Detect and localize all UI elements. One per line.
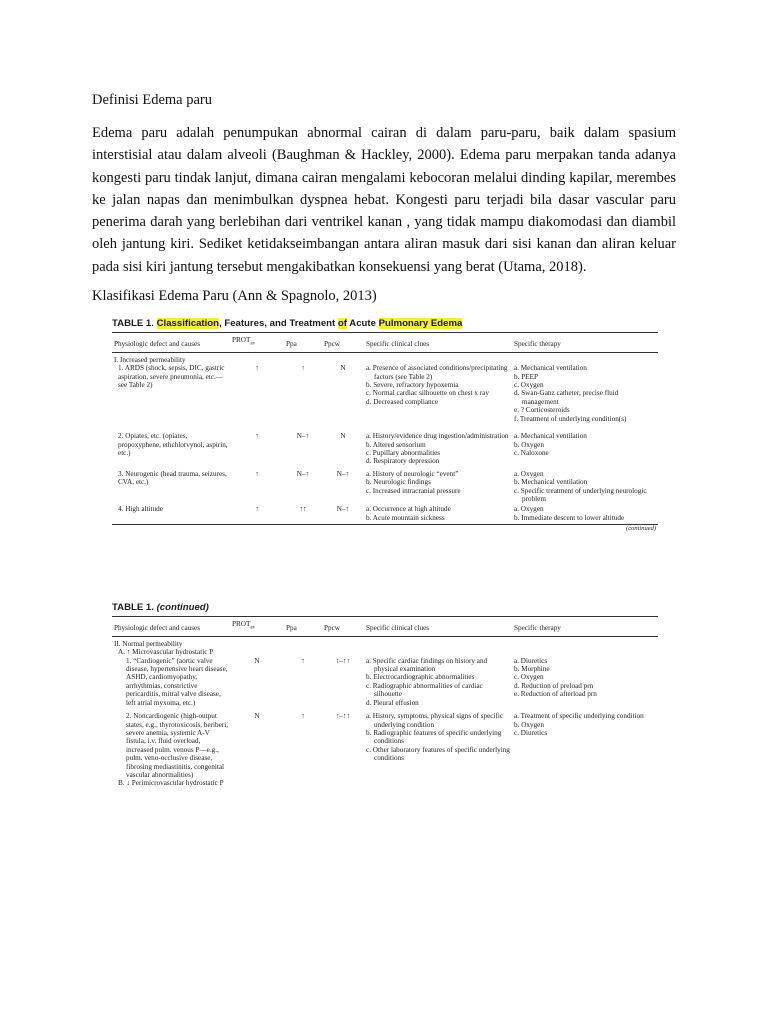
- col-header-therapy: Specific therapy: [514, 340, 561, 349]
- clues-cell: [364, 712, 512, 779]
- therapy-item: b. Oxygen: [514, 720, 544, 729]
- table-row: [112, 657, 658, 707]
- clue-item: b. Acute mountain sickness: [366, 513, 445, 522]
- therapy-item: c. Oxygen: [514, 381, 544, 390]
- therapy-item: c. Oxygen: [514, 673, 544, 682]
- therapy-item: a. Oxygen: [514, 505, 544, 514]
- table-row: [112, 505, 658, 522]
- clue-item: d. Pleural effusion: [366, 698, 419, 707]
- section-heading-definition: Definisi Edema paru: [92, 92, 212, 108]
- therapy-cell: [512, 470, 658, 504]
- therapy-item: b. Mechanical ventilation: [514, 478, 588, 487]
- col-header-prot: $PROT_{av}$: [232, 620, 256, 631]
- classification-table-image: [112, 318, 658, 533]
- prot-cell: ↑: [255, 364, 259, 373]
- clue-item: b. Electrocardiographic abnormalities: [366, 673, 475, 682]
- therapy-item: d. Swan-Ganz catheter, precise fluid management: [514, 389, 619, 406]
- clues-cell: [364, 505, 512, 522]
- therapy-item: d. Reduction of preload prn: [514, 681, 594, 690]
- ppcw-cell: N–↑: [336, 469, 350, 478]
- section-heading-classification: Klasifikasi Edema Paru (Ann & Spagnolo, 2013): [92, 288, 377, 304]
- clue-item: b. Radiographic features of specific underlying conditions: [366, 728, 502, 746]
- col-header-therapy: Specific therapy: [514, 624, 561, 633]
- therapy-item: b. Morphine: [514, 665, 550, 674]
- table-row: [112, 712, 658, 779]
- therapy-item: c. Naloxone: [514, 448, 549, 457]
- section-label: I. Increased permeability: [114, 355, 186, 364]
- clues-cell: [364, 470, 512, 504]
- col-header-prot: $PROT_{av}$: [232, 336, 256, 347]
- prot-cell: ↑: [255, 505, 259, 514]
- clue-item: c. Other laboratory features of specific underlying conditions: [366, 745, 510, 763]
- clue-item: a. History of neurologic “event”: [366, 469, 459, 478]
- body-paragraph: Edema paru adalah penumpukan abnormal cairan di dalam paru-paru, baik dalam spasium interstisial atau dalam alveoli (Baughman & Hackley, 2000). Edema paru merpakan tanda adanya kongesti paru tindak lanjut, dimana cairan mengalami kebocoran melalui dinding kapilar, merembes ke jalan napas dan menimbulkan dyspnea hebat. Kongesti paru terjadi bila dasar vascular paru penerima darah yang berlebihan dari ventrikel kanan , yang tidak mampu diakomodasi dan diambil oleh jantung kiri. Sediket ketidakseimbangan antara aliran masuk dari sisi kanan dan aliran keluar pada sisi kiri jantung tersebut mengakibatkan konsekuensi yang berat (Utama, 2018).: [92, 125, 676, 275]
- col-header-ppcw: Ppcw: [324, 624, 340, 633]
- cause-cell: 2. Opiates, etc. (opiates, propoxyphene, ethchlorvynol, aspirin, etc.): [118, 432, 228, 457]
- clues-cell: [364, 657, 512, 707]
- clue-item: a. Occurrence at high altitude: [366, 505, 451, 514]
- therapy-item: e. ? Corticosteroids: [514, 406, 570, 415]
- col-header-causes: Physiologic defect and causes: [114, 624, 201, 633]
- clue-item: b. Altered sensorium: [366, 440, 426, 449]
- ppa-cell: ↑: [301, 712, 305, 721]
- table-row: [112, 432, 658, 466]
- clue-item: c. Normal cardiac silhouette on chest x ray: [366, 389, 489, 398]
- table-row: [112, 364, 658, 423]
- therapy-item: a. Mechanical ventilation: [514, 364, 587, 373]
- col-header-ppa: Ppa: [286, 340, 297, 349]
- therapy-item: e. Reduction of afterload prn: [514, 690, 597, 699]
- prot-cell: N: [254, 712, 260, 721]
- col-header-ppa: Ppa: [286, 624, 297, 633]
- therapy-cell: [512, 364, 658, 423]
- clue-item: c. Pupillary abnormalities: [366, 448, 441, 457]
- ppa-cell: N–↑: [296, 469, 310, 478]
- ppa-cell: ↑: [301, 656, 305, 665]
- cause-cell: 2. Noncardiogenic (high-output states, e.g., thyrotoxicosis, beriberi, severe anemia, systemic A-V fistula, i.v. fluid overload, increased pulm. venous P—e.g., pulm. veno-occlusive disease, fibrosing mediastinitis, congenital vascular abnormalities): [126, 712, 229, 779]
- clue-item: c. Increased intracranial pressure: [366, 486, 461, 495]
- cause-cell: 4. High altitude: [118, 505, 163, 514]
- table-header-row: [112, 617, 658, 636]
- col-header-causes: Physiologic defect and causes: [114, 340, 201, 349]
- ppcw-cell: ↑–↑↑: [335, 712, 351, 721]
- therapy-cell: [512, 657, 658, 707]
- therapy-item: f. Treatment of underlying condition(s): [514, 414, 627, 423]
- prot-cell: N: [254, 656, 260, 665]
- therapy-cell: [512, 712, 658, 779]
- therapy-cell: [512, 505, 658, 522]
- classification-table-continued-image: [112, 602, 658, 788]
- therapy-item: b. Oxygen: [514, 440, 544, 449]
- ppcw-cell: N: [340, 432, 346, 441]
- table-1-continued: [112, 617, 658, 788]
- ppcw-cell: N–↑: [336, 505, 350, 514]
- cause-cell: 1. “Cardiogenic” (aortic valve disease, hypertensive heart disease, ASHD, cardiomyopathy, arrhythmias, constrictive pericarditis, mitral valve disease, left atrial myxoma, etc.): [126, 656, 228, 707]
- table-header-row: [112, 333, 658, 352]
- ppa-cell: ↑↑: [299, 505, 307, 514]
- clues-cell: [364, 432, 512, 466]
- table-title: TABLE 1. Classification, Features, and Treatment of Acute Pulmonary Edema: [112, 318, 463, 329]
- clue-item: a. Presence of associated conditions/precipitating factors (see Table 2): [366, 364, 508, 381]
- table-1: [112, 333, 658, 522]
- therapy-item: c. Diuretics: [514, 728, 548, 737]
- clue-item: a. History/evidence drug ingestion/administration: [366, 432, 509, 441]
- therapy-item: b. PEEP: [514, 372, 538, 381]
- clue-item: c. Radiographic abnormalities of cardiac silhouette: [366, 681, 483, 699]
- section-label: II. Normal permeability: [114, 639, 183, 648]
- clue-item: a. History, symptoms, physical signs of specific underlying condition: [366, 712, 504, 729]
- clue-item: d. Respiratory depression: [366, 457, 440, 466]
- cause-cell: 3. Neurogenic (head trauma, seizures, CVA, etc.): [118, 469, 227, 487]
- therapy-item: a. Oxygen: [514, 469, 544, 478]
- therapy-cell: [512, 432, 658, 466]
- clue-item: a. Specific cardiac findings on history and physical examination: [366, 656, 488, 674]
- clue-item: b. Neurologic findings: [366, 478, 431, 487]
- ppa-cell: N–↑: [296, 432, 310, 441]
- therapy-item: b. Immediate descent to lower altitude: [514, 513, 625, 522]
- prot-cell: ↑: [255, 469, 259, 478]
- clues-cell: [364, 364, 512, 423]
- ppcw-cell: N: [340, 364, 346, 373]
- therapy-item: c. Specific treatment of underlying neurologic problem: [514, 486, 647, 503]
- col-header-ppcw: Ppcw: [324, 340, 340, 349]
- ppa-cell: ↑: [301, 364, 305, 373]
- col-header-clues: Specific clinical clues: [366, 340, 430, 349]
- subsection-label: B. ↓ Perimicrovascular hydrostatic P: [118, 779, 224, 788]
- therapy-item: a. Mechanical ventilation: [514, 432, 587, 441]
- clue-item: d. Decreased compliance: [366, 397, 439, 406]
- table-row: [112, 470, 658, 504]
- clue-item: b. Severe, refractory hypoxemia: [366, 381, 459, 390]
- therapy-item: a. Diuretics: [514, 656, 548, 665]
- col-header-clues: Specific clinical clues: [366, 624, 430, 633]
- prot-cell: ↑: [255, 432, 259, 441]
- ppcw-cell: ↑–↑↑: [335, 656, 351, 665]
- table-title: TABLE 1. (continued): [112, 602, 209, 613]
- cause-cell: 1. ARDS (shock, sepsis, DIC, gastric aspiration, severe pneumonia, etc.—see Table 2): [118, 364, 225, 390]
- subsection-label: A. ↑ Microvascular hydrostatic P: [118, 648, 214, 657]
- continued-note: (continued): [626, 525, 656, 533]
- therapy-item: a. Treatment of specific underlying condition: [514, 712, 644, 721]
